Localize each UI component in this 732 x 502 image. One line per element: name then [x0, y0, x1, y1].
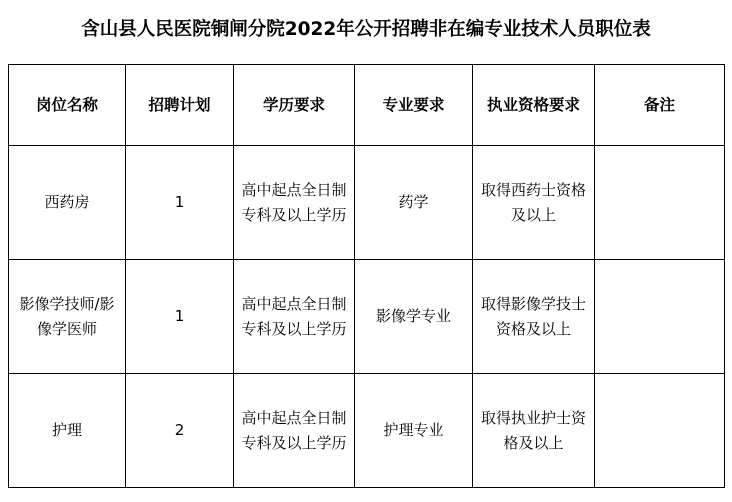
column-header-plan: 招聘计划 — [126, 65, 234, 146]
page-title: 含山县人民医院铜闸分院2022年公开招聘非在编专业技术人员职位表 — [81, 19, 651, 40]
cell-major: 影像学专业 — [355, 260, 473, 374]
job-table — [8, 64, 725, 488]
cell-plan: 2 — [126, 374, 234, 488]
cell-major: 护理专业 — [355, 374, 473, 488]
column-header-education: 学历要求 — [234, 65, 355, 146]
table-header-row — [9, 65, 725, 146]
cell-plan: 1 — [126, 260, 234, 374]
table-row — [9, 260, 725, 374]
cell-qualification: 取得西药士资格及以上 — [473, 146, 595, 260]
table-row — [9, 146, 725, 260]
cell-position: 影像学技师/影像学医师 — [9, 260, 126, 374]
cell-qualification: 取得影像学技士资格及以上 — [473, 260, 595, 374]
cell-education: 高中起点全日制专科及以上学历 — [234, 260, 355, 374]
table-row — [9, 374, 725, 488]
cell-remark — [595, 374, 725, 488]
cell-qualification: 取得执业护士资格及以上 — [473, 374, 595, 488]
job-table-container — [8, 64, 724, 488]
column-header-remark: 备注 — [595, 65, 725, 146]
cell-remark — [595, 260, 725, 374]
column-header-qualification: 执业资格要求 — [473, 65, 595, 146]
cell-education: 高中起点全日制专科及以上学历 — [234, 374, 355, 488]
cell-plan: 1 — [126, 146, 234, 260]
cell-education: 高中起点全日制专科及以上学历 — [234, 146, 355, 260]
cell-remark — [595, 146, 725, 260]
column-header-position: 岗位名称 — [9, 65, 126, 146]
cell-position: 西药房 — [9, 146, 126, 260]
cell-major: 药学 — [355, 146, 473, 260]
cell-position: 护理 — [9, 374, 126, 488]
column-header-major: 专业要求 — [355, 65, 473, 146]
